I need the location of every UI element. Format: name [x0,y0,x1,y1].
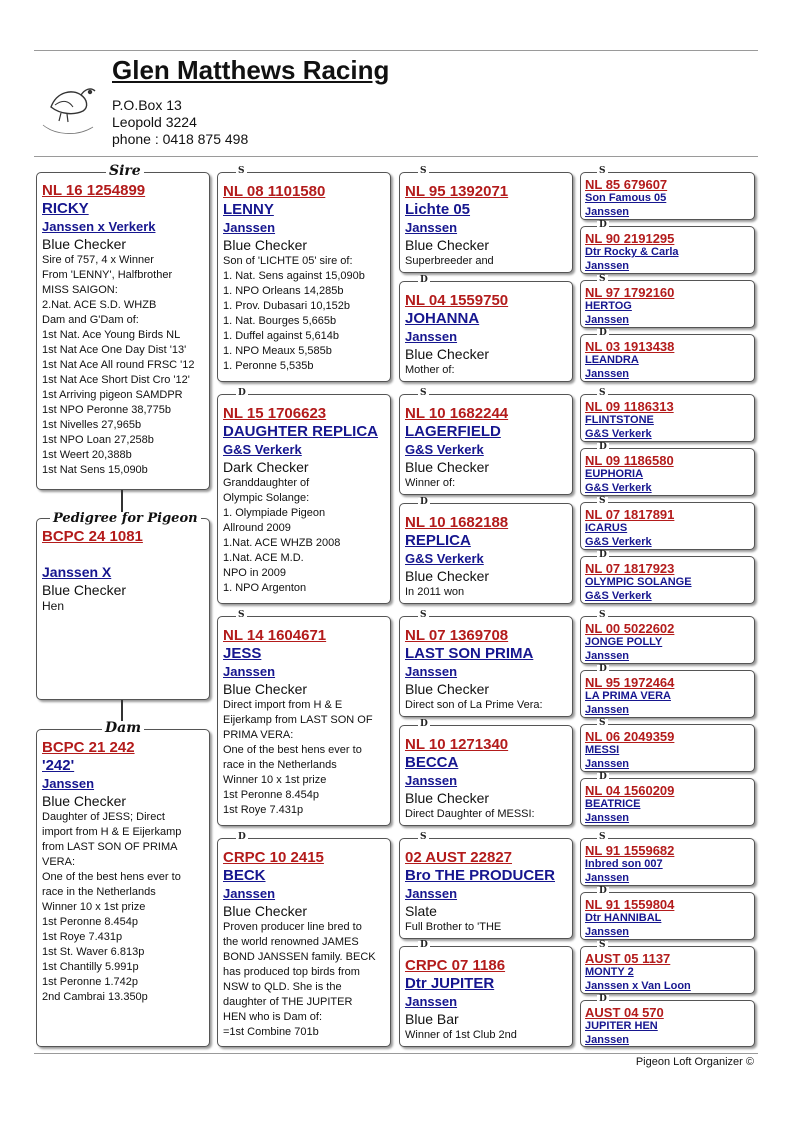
color: Blue Checker [405,790,490,806]
pigeon-name: LENNY [223,201,274,218]
ring-number: NL 10 1682244 [405,405,509,422]
strain: G&S Verkerk [223,442,302,457]
notes: Son of 'LICHTE 05' sire of: 1. Nat. Sens against 15,090b 1. NPO Orleans 14,285b 1. Prov. Dubasari 10,152b 1. Nat. Bourges 5,665b 1. Duffel against 5,614b 1. NPO Meaux 5,585b 1. Peronne 5,535b [223,255,365,372]
ring-number: NL 91 1559804 [585,897,675,912]
pigeon-name: LEANDRA [585,354,639,366]
notes: Mother of: [405,364,455,376]
dam-marker: D [599,328,607,338]
notes: Superbreeder and [405,255,494,267]
subject-notes: Hen [42,599,65,613]
strain: Janssen [585,812,630,824]
pigeon-name: BECK [223,867,266,884]
ring-number: NL 90 2191295 [585,231,675,246]
strain: G&S Verkerk [585,482,652,494]
strain: Janssen [405,886,458,901]
notes: Proven producer line bred to the world renowned JAMES BOND JANSSEN family. BECK has produced top birds from NSW to QLD. She is the daughter of THE JUPITER HEN who is Dam of: =1st Combine 701b [223,921,376,1038]
sire-color: Blue Checker [42,236,127,252]
dam-label: Dam [102,721,144,735]
ancestor-card[interactable] [580,334,755,382]
pigeon-name: JUPITER HEN [585,1020,658,1032]
dam-marker: D [599,772,607,782]
pigeon-name: JONGE POLLY [585,636,663,648]
strain: Janssen [585,650,630,662]
strain: Janssen [585,368,630,380]
ancestor-card[interactable] [580,724,755,772]
ring-number: NL 07 1817923 [585,561,675,576]
strain: Janssen [585,1034,630,1046]
pigeon-name: Dtr HANNIBAL [585,912,662,924]
address-line-2: Leopold 3224 [112,114,197,130]
ancestor-card[interactable] [580,670,755,718]
strain: Janssen [585,704,630,716]
great-grandparent-card[interactable] [399,838,573,939]
dam-marker: D [420,497,428,507]
color: Blue Checker [405,237,490,253]
top-rule [34,50,758,51]
notes: Granddaughter of Olympic Solange: 1. Olympiade Pigeon Allround 2009 1.Nat. ACE WHZB 2008 1.Nat. ACE M.D. NPO in 2009 1. NPO Argenton [223,477,341,594]
ring-number: NL 95 1972464 [585,675,675,690]
sire-marker: S [420,832,427,842]
ring-number: NL 85 679607 [585,177,668,192]
strain: Janssen [223,664,276,679]
color: Blue Checker [405,459,490,475]
dam-marker: D [599,994,607,1004]
subject-name [42,546,204,564]
sire-notes: Sire of 757, 4 x Winner From 'LENNY', Halfbrother MISS SAIGON: 2.Nat. ACE S.D. WHZB Dam and G'Dam of: 1st Nat. Ace Young Birds NL 1st Nat Ace One Day Dist '13' 1st Nat Ace All round FRSC '12 1st Nat Ace Short Dist Cro '12' 1st Arriving pigeon SAMDPR 1st NPO Peronne 38,775b 1st Nivelles 27,965b 1st NPO Loan 27,258b 1st Weert 20,388b 1st Nat Sens 15,090b [42,254,195,476]
address-line-1: P.O.Box 13 [112,97,182,113]
sire-marker: S [599,610,606,620]
subject-strain: Janssen X [42,564,112,580]
strain: Janssen [585,758,630,770]
great-grandparent-card[interactable] [399,172,573,273]
pigeon-name: DAUGHTER REPLICA [223,423,379,440]
strain: G&S Verkerk [405,442,484,457]
strain: Janssen [585,314,630,326]
ancestor-card[interactable] [580,778,755,826]
ancestor-card[interactable] [580,226,755,274]
pigeon-name: Son Famous 05 [585,192,667,204]
pedigree-label: Pedigree for Pigeon [50,512,201,526]
dam-notes: Daughter of JESS; Direct import from H & E Eijerkamp from LAST SON OF PRIMA VERA: One of the best hens ever to race in the Netherlands Winner 10 x 1st prize 1st Peronne 8.454p 1st Roye 7.431p 1st St. Waver 6.813p 1st Chantilly 5.991p 1st Peronne 1.742p 2nd Cambrai 13.350p [42,811,182,1003]
phone-line: phone : 0418 875 498 [112,131,249,147]
great-grandparent-card[interactable] [399,503,573,604]
pigeon-name: HERTOG [585,300,632,312]
strain: Janssen [405,220,458,235]
strain: Janssen x Van Loon [585,980,691,992]
sire-marker: S [599,832,606,842]
ring-number: NL 95 1392071 [405,183,509,200]
color: Dark Checker [223,459,309,475]
ancestor-card[interactable] [580,556,755,604]
ring-number: NL 09 1186313 [585,399,674,414]
strain: Janssen [223,220,276,235]
ring-number: NL 10 1682188 [405,514,509,531]
sire-marker: S [599,166,606,176]
ring-number: NL 03 1913438 [585,339,675,354]
color: Blue Checker [223,903,308,919]
ring-number: NL 04 1559750 [405,292,509,309]
ring-number: NL 15 1706623 [223,405,327,422]
ring-number: CRPC 07 1186 [405,957,506,974]
ring-number: NL 00 5022602 [585,621,675,636]
ring-number: CRPC 10 2415 [223,849,324,866]
sire-marker: S [238,610,245,620]
footer-rule [34,1053,758,1054]
ring-number: NL 10 1271340 [405,736,509,753]
ancestor-card[interactable] [580,1000,755,1047]
pigeon-name: JOHANNA [405,310,480,327]
dam-marker: D [420,275,428,285]
pigeon-name: REPLICA [405,532,471,549]
strain: Janssen [405,773,458,788]
pigeon-name: MONTY 2 [585,966,634,978]
pigeon-name: LAST SON PRIMA [405,645,534,662]
great-grandparent-card[interactable] [399,394,573,495]
strain: Janssen [405,664,458,679]
footer-credit: Pigeon Loft Organizer © [635,1056,754,1068]
ancestor-card[interactable] [580,946,755,994]
grandparent-card[interactable] [217,172,391,382]
great-grandparent-card[interactable] [399,281,573,382]
subject-color: Blue Checker [42,582,127,598]
strain: Janssen [585,926,630,938]
ancestor-card[interactable] [580,502,755,550]
pigeon-name: Bro THE PRODUCER [405,867,556,884]
pigeon-name: JESS [223,645,262,662]
pigeon-name: MESSI [585,744,620,756]
ring-number: NL 04 1560209 [585,783,675,798]
pigeon-name: Inbred son 007 [585,858,663,870]
notes: Full Brother to 'THE [405,921,502,933]
pigeon-name: BECCA [405,754,459,771]
dam-marker: D [599,220,607,230]
great-grandparent-card[interactable] [399,616,573,717]
notes: Winner of: [405,477,456,489]
dam-color: Blue Checker [42,793,127,809]
ancestor-card[interactable] [580,394,755,442]
strain: G&S Verkerk [585,590,652,602]
pigeon-name: LA PRIMA VERA [585,690,671,702]
color: Blue Checker [405,568,490,584]
sire-strain: Janssen x Verkerk [42,219,156,234]
sire-marker: S [599,940,606,950]
sire-name: RICKY [42,200,89,217]
dam-card[interactable] [36,729,210,1047]
sire-marker: S [599,496,606,506]
sire-marker: S [420,166,427,176]
ring-number: NL 09 1186580 [585,453,674,468]
dam-marker: D [420,719,428,729]
ring-number: NL 07 1817891 [585,507,675,522]
sire-label: Sire [106,164,144,178]
sire-marker: S [599,388,606,398]
color: Blue Bar [405,1011,459,1027]
strain: Janssen [585,260,630,272]
pigeon-name: OLYMPIC SOLANGE [585,576,692,588]
pigeon-name: BEATRICE [585,798,641,810]
dam-marker: D [599,664,607,674]
pigeon-name: EUPHORIA [585,468,644,480]
dam-marker: D [599,886,607,896]
sire-card[interactable] [36,172,210,490]
ring-number: NL 08 1101580 [223,183,326,200]
loft-logo [37,55,99,143]
color: Blue Checker [223,681,308,697]
strain: Janssen [405,994,458,1009]
dam-marker: D [238,388,246,398]
subject-card[interactable] [36,518,210,700]
great-grandparent-card[interactable] [399,946,573,1047]
great-grandparent-card[interactable] [399,725,573,826]
ancestor-card[interactable] [580,838,755,886]
ring-number: NL 97 1792160 [585,285,675,300]
notes: Direct Daughter of MESSI: [405,808,535,820]
dam-marker: D [599,442,607,452]
sire-marker: S [599,274,606,284]
strain: G&S Verkerk [585,536,652,548]
dam-marker: D [420,940,428,950]
dam-strain: Janssen [42,776,95,791]
dam-marker: D [238,832,246,842]
subject-ring-number: BCPC 24 1081 [42,528,143,545]
strain: Janssen [223,886,276,901]
color: Blue Checker [223,237,308,253]
strain: Janssen [585,872,630,884]
ancestor-card[interactable] [580,892,755,940]
sire-marker: S [420,388,427,398]
strain: G&S Verkerk [405,551,484,566]
sire-ring-number: NL 16 1254899 [42,182,146,199]
sire-marker: S [238,166,245,176]
dam-marker: D [599,550,607,560]
notes: Winner of 1st Club 2nd [405,1029,517,1041]
ancestor-card[interactable] [580,616,755,664]
ancestor-card[interactable] [580,172,755,220]
strain: Janssen [585,206,630,218]
pigeon-name: FLINTSTONE [585,414,654,426]
strain: G&S Verkerk [585,428,652,440]
grandparent-card[interactable] [217,838,391,1047]
pigeon-name: LAGERFIELD [405,423,501,440]
grandparent-card[interactable] [217,394,391,604]
grandparent-card[interactable] [217,616,391,826]
dam-name: '242' [42,757,75,774]
ring-number: 02 AUST 22827 [405,849,513,866]
sire-marker: S [420,610,427,620]
pigeon-name: Dtr Rocky & Carla [585,246,679,258]
pigeon-name: ICARUS [585,522,628,534]
strain: Janssen [405,329,458,344]
ancestor-card[interactable] [580,280,755,328]
ring-number: NL 06 2049359 [585,729,675,744]
notes: Direct son of La Prime Vera: [405,699,543,711]
ring-number: NL 07 1369708 [405,627,509,644]
ancestor-card[interactable] [580,448,755,496]
dam-ring-number: BCPC 21 242 [42,739,135,756]
ring-number: NL 91 1559682 [585,843,675,858]
ring-number: NL 14 1604671 [223,627,327,644]
ring-number: AUST 04 570 [585,1005,664,1020]
notes: In 2011 won [405,586,465,598]
loft-title: Glen Matthews Racing [112,55,390,85]
pigeon-name: Lichte 05 [405,201,471,218]
color: Blue Checker [405,681,490,697]
sire-marker: S [599,718,606,728]
notes: Direct import from H & E Eijerkamp from LAST SON OF PRIMA VERA: One of the best hens ever to race in the Netherlands Winner 10 x 1st prize 1st Peronne 8.454p 1st Roye 7.431p [223,699,373,816]
color: Slate [405,903,437,919]
pigeon-name: Dtr JUPITER [405,975,495,992]
color: Blue Checker [405,346,490,362]
header-divider [34,156,758,157]
ring-number: AUST 05 1137 [585,951,671,966]
